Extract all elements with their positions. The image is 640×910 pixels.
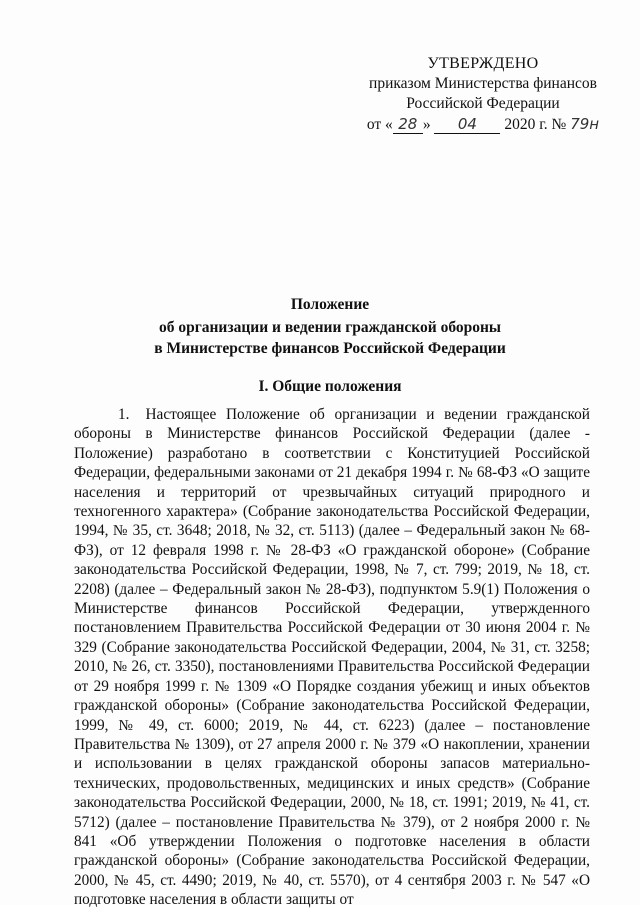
- paragraph-1: [74, 405, 590, 910]
- document-title: Положение: [290, 296, 370, 313]
- document-subtitle-line1: об организации и ведении гражданской обороны: [158, 319, 502, 336]
- approval-order-line: приказом Министерства финансов: [369, 75, 597, 92]
- date-prefix: от «: [366, 116, 393, 133]
- date-mid: »: [422, 116, 435, 133]
- section-title: I. Общие положения: [258, 378, 402, 395]
- approval-title: УТВЕРЖДЕНО: [427, 55, 539, 72]
- paragraph-text: Настоящее Положение об организации и ведении гражданской обороны в Министерстве финансов Российской Федерации (далее - Положение) разработано в соответствии с Конституцией Российской Федерации, федеральными законами от 21 декабря 1994 г. № 68-ФЗ «О защите населения и территорий от чрезвычайных ситуаций природного и техногенного характера» (Собрание законодательства Российской Федерации, 1994, № 35, ст. 3648; 2018, № 32, ст. 5113) (далее – Федеральный закон № 68-ФЗ), от 12 февраля 1998 г. № 28-ФЗ «О гражданской обороне» (Собрание законодательства Российской Федерации, 1998, № 7, ст. 799; 2019, № 18, ст. 2208) (далее – Федеральный закон № 28-ФЗ), подпунктом 5.9(1) Положения о Министерстве финансов Российской Федерации, утвержденного постановлением Правительства Российской Федерации от 30 июня 2004 г. № 329 (Собрание законодательства Российской Федерации, 2004, № 31, ст. 3258; 2010, № 26, ст. 3350), постановлениями Правительства Российской Федерации от 29 ноября 1999 г. № 1309 «О Порядке создания убежищ и иных объектов гражданской обороны» (Собрание законодательства Российской Федерации, 1999, № 49, ст. 6000; 2019, № 44, ст. 6223) (далее – постановление Правительства № 1309), от 27 апреля 2000 г. № 379 «О накоплении, хранении и использовании в целях гражданской обороны запасов материально-технических, продовольственных, медицинских и иных средств» (Собрание законодательства Российской Федерации, 2000, № 18, ст. 1991; 2019, № 41, ст. 5712) (далее – постановление Правительства № 379), от 2 ноября 2000 г. № 841 «Об утверждении Положения о подготовке населения в области гражданской обороны» (Собрание законодательства Российской Федерации, 2000, № 45, ст. 4490; 2019, № 40, ст. 5570), от 4 сентября 2003 г. № 547 «О подготовке населения в области защиты от: [74, 406, 590, 909]
- date-day-handwritten: 28: [393, 116, 423, 134]
- date-year-text: 2020 г. №: [500, 116, 571, 133]
- approval-stamp: [358, 54, 608, 135]
- approval-country-line: Российской Федерации: [406, 95, 560, 112]
- order-number-handwritten: 79н: [570, 115, 600, 133]
- date-month-handwritten: 04: [434, 116, 500, 134]
- paragraph-number: 1.: [118, 406, 130, 423]
- approval-date-line: [358, 114, 608, 135]
- document-subtitle-line2: в Министерстве финансов Российской Федерации: [154, 340, 506, 357]
